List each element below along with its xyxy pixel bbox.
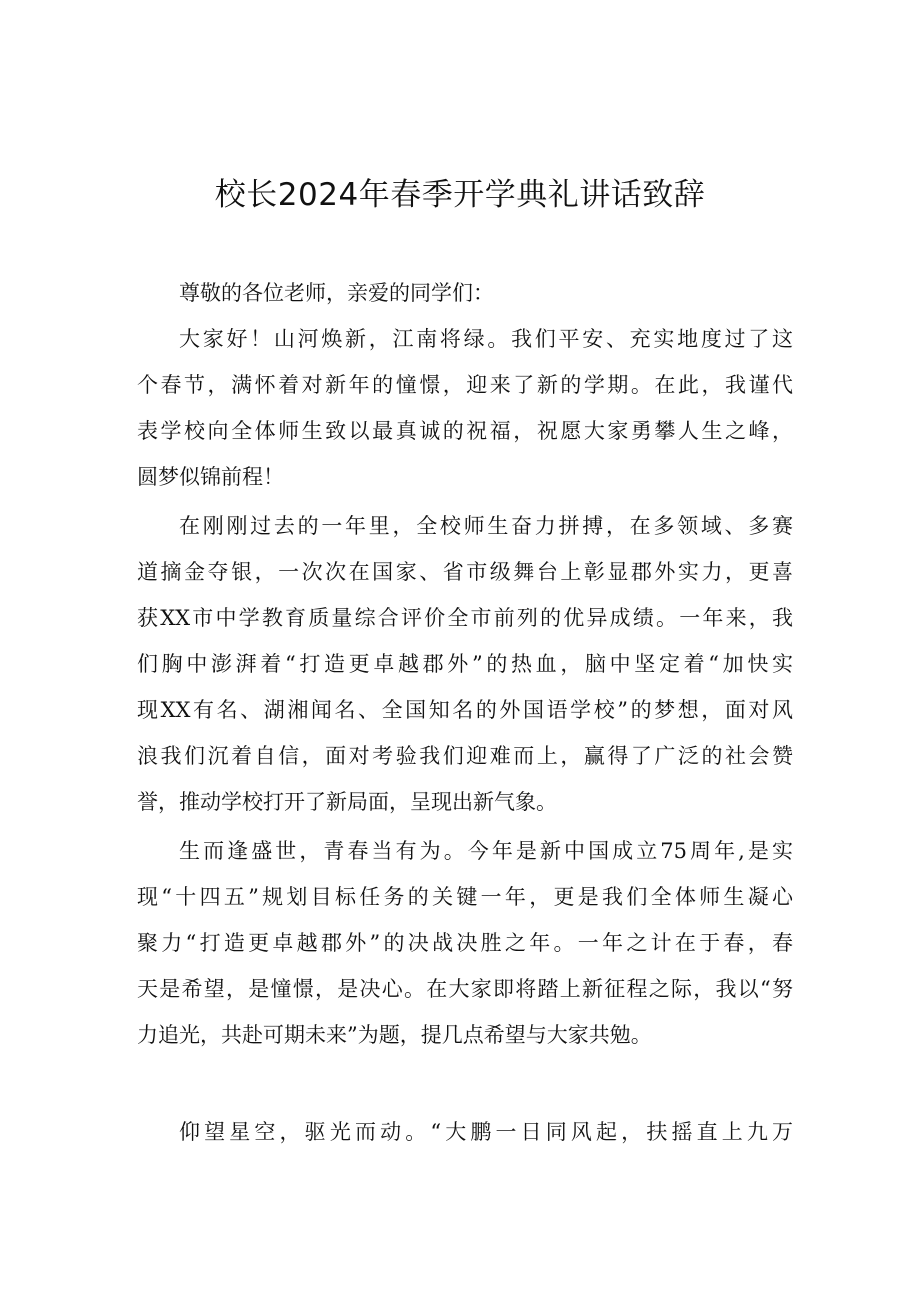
paragraph-line: 仰望星空，驱光而动。“大鹏一日同风起，扶摇直上九万 <box>179 1120 793 1144</box>
paragraph-line: 聚力“打造更卓越郡外”的决战决胜之年。一年之计在于春，春 <box>137 931 793 955</box>
paragraph-line: 现“十四五”规划目标任务的关键一年，更是我们全体师生凝心 <box>137 885 793 909</box>
paragraph-line: 在刚刚过去的一年里，全校师生奋力拼搏，在多领域、多赛 <box>179 514 793 538</box>
greeting-line: 尊敬的各位老师，亲爱的同学们： <box>179 281 494 305</box>
paragraph-2 <box>137 503 793 825</box>
paragraph-line: 表学校向全体师生致以最真诚的祝福，祝愿大家勇攀人生之峰， <box>137 419 793 443</box>
document-title: 校长2024年春季开学典礼讲话致辞 <box>214 177 706 213</box>
paragraph-line: 浪我们沉着自信，面对考验我们迎难而上，赢得了广泛的社会赞 <box>137 744 793 768</box>
paragraph-line: 天是希望，是憧憬，是决心。在大家即将踏上新征程之际，我以“努 <box>137 977 793 1001</box>
paragraph-line: 生而逢盛世，青春当有为。今年是新中国成立75周年,是实 <box>179 839 793 863</box>
paragraph-4 <box>137 1109 793 1155</box>
paragraph-line: 道摘金夺银，一次次在国家、省市级舞台上彰显郡外实力，更喜 <box>137 560 793 584</box>
paragraph-line: 现XX有名、湖湘闻名、全国知名的外国语学校”的梦想，面对风 <box>137 698 793 722</box>
paragraph-line: 圆梦似锦前程！ <box>137 465 284 489</box>
paragraph-line: 个春节，满怀着对新年的憧憬，迎来了新的学期。在此，我谨代 <box>137 373 793 397</box>
paragraph-line: 誉，推动学校打开了新局面，呈现出新气象。 <box>137 790 557 814</box>
paragraph-line: 获XX市中学教育质量综合评价全市前列的优异成绩。一年来，我 <box>137 606 793 630</box>
greeting-paragraph <box>137 270 793 316</box>
paragraph-line: 力追光，共赴可期未来”为题，提几点希望与大家共勉。 <box>137 1023 652 1047</box>
paragraph-3 <box>137 828 793 1058</box>
paragraph-line: 大家好！山河焕新，江南将绿。我们平安、充实地度过了这 <box>179 327 793 351</box>
paragraph-line: 们胸中澎湃着“打造更卓越郡外”的热血，脑中坚定着“加快实 <box>137 652 793 676</box>
paragraph-1 <box>137 316 793 500</box>
